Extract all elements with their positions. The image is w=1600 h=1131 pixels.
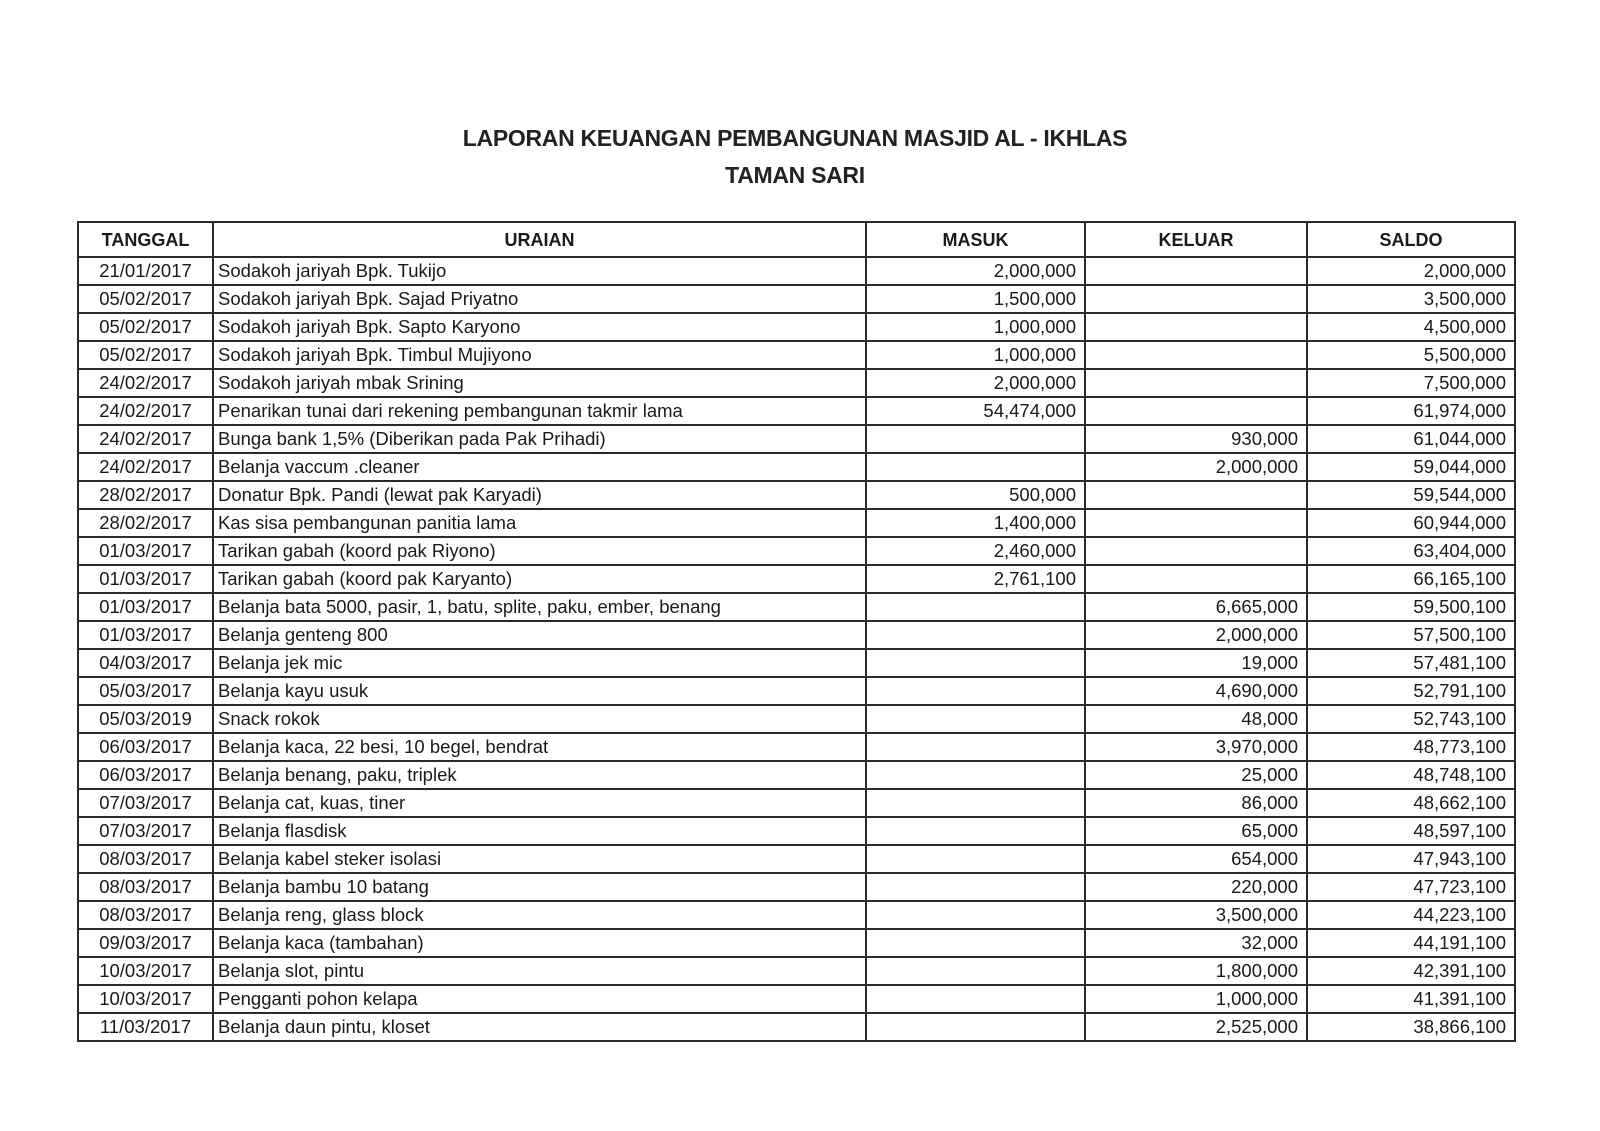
cell-masuk: [866, 817, 1085, 845]
table-row: [78, 1013, 1515, 1041]
table-row: [78, 733, 1515, 761]
cell-uraian: Belanja kabel steker isolasi: [213, 845, 866, 873]
cell-uraian: Tarikan gabah (koord pak Karyanto): [213, 565, 866, 593]
report-subtitle: TAMAN SARI: [725, 162, 865, 188]
cell-tanggal: 21/01/2017: [78, 257, 213, 285]
cell-uraian: Donatur Bpk. Pandi (lewat pak Karyadi): [213, 481, 866, 509]
table-row: [78, 593, 1515, 621]
cell-tanggal: 08/03/2017: [78, 873, 213, 901]
cell-masuk: [866, 873, 1085, 901]
cell-uraian: Belanja kaca, 22 besi, 10 begel, bendrat: [213, 733, 866, 761]
cell-masuk: 1,000,000: [866, 341, 1085, 369]
cell-tanggal: 01/03/2017: [78, 593, 213, 621]
cell-tanggal: 09/03/2017: [78, 929, 213, 957]
cell-keluar: 1,800,000: [1085, 957, 1307, 985]
cell-keluar: [1085, 397, 1307, 425]
cell-saldo: 38,866,100: [1307, 1013, 1515, 1041]
cell-saldo: 63,404,000: [1307, 537, 1515, 565]
cell-tanggal: 10/03/2017: [78, 985, 213, 1013]
column-header-uraian: URAIAN: [213, 222, 866, 257]
cell-masuk: [866, 677, 1085, 705]
cell-saldo: 48,748,100: [1307, 761, 1515, 789]
cell-keluar: 1,000,000: [1085, 985, 1307, 1013]
cell-masuk: 2,460,000: [866, 537, 1085, 565]
cell-saldo: 3,500,000: [1307, 285, 1515, 313]
cell-tanggal: 07/03/2017: [78, 817, 213, 845]
cell-uraian: Sodakoh jariyah Bpk. Sapto Karyono: [213, 313, 866, 341]
cell-keluar: [1085, 369, 1307, 397]
cell-saldo: 57,500,100: [1307, 621, 1515, 649]
column-header-masuk: MASUK: [866, 222, 1085, 257]
table-header-row: [78, 222, 1515, 257]
cell-uraian: Belanja daun pintu, kloset: [213, 1013, 866, 1041]
table-row: [78, 957, 1515, 985]
cell-saldo: 48,597,100: [1307, 817, 1515, 845]
cell-tanggal: 10/03/2017: [78, 957, 213, 985]
table-row: [78, 845, 1515, 873]
column-header-keluar: KELUAR: [1085, 222, 1307, 257]
cell-uraian: Belanja reng, glass block: [213, 901, 866, 929]
cell-keluar: 19,000: [1085, 649, 1307, 677]
cell-masuk: [866, 425, 1085, 453]
cell-keluar: 2,525,000: [1085, 1013, 1307, 1041]
cell-saldo: 41,391,100: [1307, 985, 1515, 1013]
cell-tanggal: 05/03/2017: [78, 677, 213, 705]
cell-uraian: Belanja bambu 10 batang: [213, 873, 866, 901]
cell-uraian: Kas sisa pembangunan panitia lama: [213, 509, 866, 537]
cell-tanggal: 11/03/2017: [78, 1013, 213, 1041]
cell-saldo: 61,974,000: [1307, 397, 1515, 425]
cell-uraian: Pengganti pohon kelapa: [213, 985, 866, 1013]
cell-uraian: Bunga bank 1,5% (Diberikan pada Pak Prihadi): [213, 425, 866, 453]
cell-keluar: 48,000: [1085, 705, 1307, 733]
table-row: [78, 817, 1515, 845]
cell-tanggal: 05/02/2017: [78, 341, 213, 369]
cell-tanggal: 08/03/2017: [78, 901, 213, 929]
cell-keluar: 3,970,000: [1085, 733, 1307, 761]
cell-tanggal: 01/03/2017: [78, 537, 213, 565]
cell-uraian: Belanja kayu usuk: [213, 677, 866, 705]
cell-uraian: Belanja jek mic: [213, 649, 866, 677]
cell-masuk: 2,761,100: [866, 565, 1085, 593]
cell-tanggal: 05/03/2019: [78, 705, 213, 733]
cell-keluar: 2,000,000: [1085, 453, 1307, 481]
cell-uraian: Sodakoh jariyah Bpk. Timbul Mujiyono: [213, 341, 866, 369]
cell-tanggal: 24/02/2017: [78, 425, 213, 453]
cell-keluar: 2,000,000: [1085, 621, 1307, 649]
table-row: [78, 901, 1515, 929]
cell-masuk: [866, 957, 1085, 985]
cell-keluar: 4,690,000: [1085, 677, 1307, 705]
cell-saldo: 48,662,100: [1307, 789, 1515, 817]
cell-saldo: 44,191,100: [1307, 929, 1515, 957]
table-row: [78, 453, 1515, 481]
cell-masuk: [866, 621, 1085, 649]
cell-masuk: [866, 453, 1085, 481]
cell-masuk: 1,000,000: [866, 313, 1085, 341]
cell-keluar: 6,665,000: [1085, 593, 1307, 621]
cell-masuk: [866, 733, 1085, 761]
table-row: [78, 397, 1515, 425]
cell-masuk: [866, 901, 1085, 929]
cell-saldo: 59,500,100: [1307, 593, 1515, 621]
cell-uraian: Belanja kaca (tambahan): [213, 929, 866, 957]
cell-masuk: [866, 929, 1085, 957]
cell-tanggal: 24/02/2017: [78, 397, 213, 425]
cell-uraian: Penarikan tunai dari rekening pembangunan takmir lama: [213, 397, 866, 425]
cell-tanggal: 08/03/2017: [78, 845, 213, 873]
table-row: [78, 509, 1515, 537]
cell-masuk: 500,000: [866, 481, 1085, 509]
cell-saldo: 61,044,000: [1307, 425, 1515, 453]
table-row: [78, 257, 1515, 285]
cell-uraian: Belanja slot, pintu: [213, 957, 866, 985]
cell-uraian: Tarikan gabah (koord pak Riyono): [213, 537, 866, 565]
cell-uraian: Belanja cat, kuas, tiner: [213, 789, 866, 817]
table-row: [78, 621, 1515, 649]
cell-saldo: 52,743,100: [1307, 705, 1515, 733]
cell-tanggal: 06/03/2017: [78, 761, 213, 789]
cell-masuk: [866, 761, 1085, 789]
cell-tanggal: 01/03/2017: [78, 621, 213, 649]
table-row: [78, 481, 1515, 509]
table-row: [78, 565, 1515, 593]
cell-masuk: 2,000,000: [866, 257, 1085, 285]
table-row: [78, 369, 1515, 397]
cell-saldo: 59,544,000: [1307, 481, 1515, 509]
cell-keluar: [1085, 257, 1307, 285]
cell-saldo: 60,944,000: [1307, 509, 1515, 537]
cell-uraian: Belanja vaccum .cleaner: [213, 453, 866, 481]
cell-uraian: Belanja bata 5000, pasir, 1, batu, splite, paku, ember, benang: [213, 593, 866, 621]
cell-masuk: 2,000,000: [866, 369, 1085, 397]
cell-keluar: 3,500,000: [1085, 901, 1307, 929]
cell-tanggal: 28/02/2017: [78, 481, 213, 509]
cell-saldo: 2,000,000: [1307, 257, 1515, 285]
cell-saldo: 47,723,100: [1307, 873, 1515, 901]
table-row: [78, 537, 1515, 565]
cell-tanggal: 07/03/2017: [78, 789, 213, 817]
cell-uraian: Snack rokok: [213, 705, 866, 733]
cell-masuk: [866, 649, 1085, 677]
cell-saldo: 47,943,100: [1307, 845, 1515, 873]
table-row: [78, 677, 1515, 705]
cell-keluar: [1085, 481, 1307, 509]
cell-uraian: Sodakoh jariyah Bpk. Sajad Priyatno: [213, 285, 866, 313]
cell-tanggal: 01/03/2017: [78, 565, 213, 593]
cell-tanggal: 04/03/2017: [78, 649, 213, 677]
table-row: [78, 313, 1515, 341]
table-row: [78, 873, 1515, 901]
cell-masuk: [866, 789, 1085, 817]
cell-saldo: 5,500,000: [1307, 341, 1515, 369]
table-row: [78, 341, 1515, 369]
cell-saldo: 59,044,000: [1307, 453, 1515, 481]
cell-tanggal: 06/03/2017: [78, 733, 213, 761]
cell-keluar: [1085, 537, 1307, 565]
cell-saldo: 57,481,100: [1307, 649, 1515, 677]
cell-saldo: 52,791,100: [1307, 677, 1515, 705]
table-row: [78, 789, 1515, 817]
cell-keluar: [1085, 285, 1307, 313]
cell-tanggal: 05/02/2017: [78, 285, 213, 313]
cell-keluar: [1085, 313, 1307, 341]
cell-masuk: 1,400,000: [866, 509, 1085, 537]
cell-keluar: 65,000: [1085, 817, 1307, 845]
cell-keluar: [1085, 341, 1307, 369]
cell-keluar: 86,000: [1085, 789, 1307, 817]
cell-keluar: [1085, 509, 1307, 537]
cell-uraian: Belanja benang, paku, triplek: [213, 761, 866, 789]
cell-keluar: 25,000: [1085, 761, 1307, 789]
cell-saldo: 44,223,100: [1307, 901, 1515, 929]
cell-masuk: [866, 1013, 1085, 1041]
cell-masuk: 54,474,000: [866, 397, 1085, 425]
cell-tanggal: 28/02/2017: [78, 509, 213, 537]
cell-keluar: 930,000: [1085, 425, 1307, 453]
cell-keluar: 220,000: [1085, 873, 1307, 901]
cell-masuk: [866, 593, 1085, 621]
cell-masuk: 1,500,000: [866, 285, 1085, 313]
cell-masuk: [866, 845, 1085, 873]
column-header-saldo: SALDO: [1307, 222, 1515, 257]
cell-saldo: 48,773,100: [1307, 733, 1515, 761]
cell-tanggal: 24/02/2017: [78, 453, 213, 481]
cell-saldo: 66,165,100: [1307, 565, 1515, 593]
cell-tanggal: 24/02/2017: [78, 369, 213, 397]
cell-masuk: [866, 985, 1085, 1013]
table-row: [78, 705, 1515, 733]
cell-keluar: [1085, 565, 1307, 593]
table-row: [78, 285, 1515, 313]
finance-table: [77, 221, 1516, 1042]
cell-uraian: Sodakoh jariyah mbak Srining: [213, 369, 866, 397]
cell-uraian: Belanja flasdisk: [213, 817, 866, 845]
cell-keluar: 654,000: [1085, 845, 1307, 873]
table-row: [78, 929, 1515, 957]
column-header-tanggal: TANGGAL: [78, 222, 213, 257]
cell-uraian: Sodakoh jariyah Bpk. Tukijo: [213, 257, 866, 285]
cell-uraian: Belanja genteng 800: [213, 621, 866, 649]
table-row: [78, 649, 1515, 677]
cell-saldo: 4,500,000: [1307, 313, 1515, 341]
cell-saldo: 42,391,100: [1307, 957, 1515, 985]
table-row: [78, 425, 1515, 453]
table-row: [78, 985, 1515, 1013]
cell-masuk: [866, 705, 1085, 733]
table-row: [78, 761, 1515, 789]
cell-tanggal: 05/02/2017: [78, 313, 213, 341]
report-title: LAPORAN KEUANGAN PEMBANGUNAN MASJID AL - IKHLAS: [462, 125, 1128, 151]
cell-saldo: 7,500,000: [1307, 369, 1515, 397]
cell-keluar: 32,000: [1085, 929, 1307, 957]
